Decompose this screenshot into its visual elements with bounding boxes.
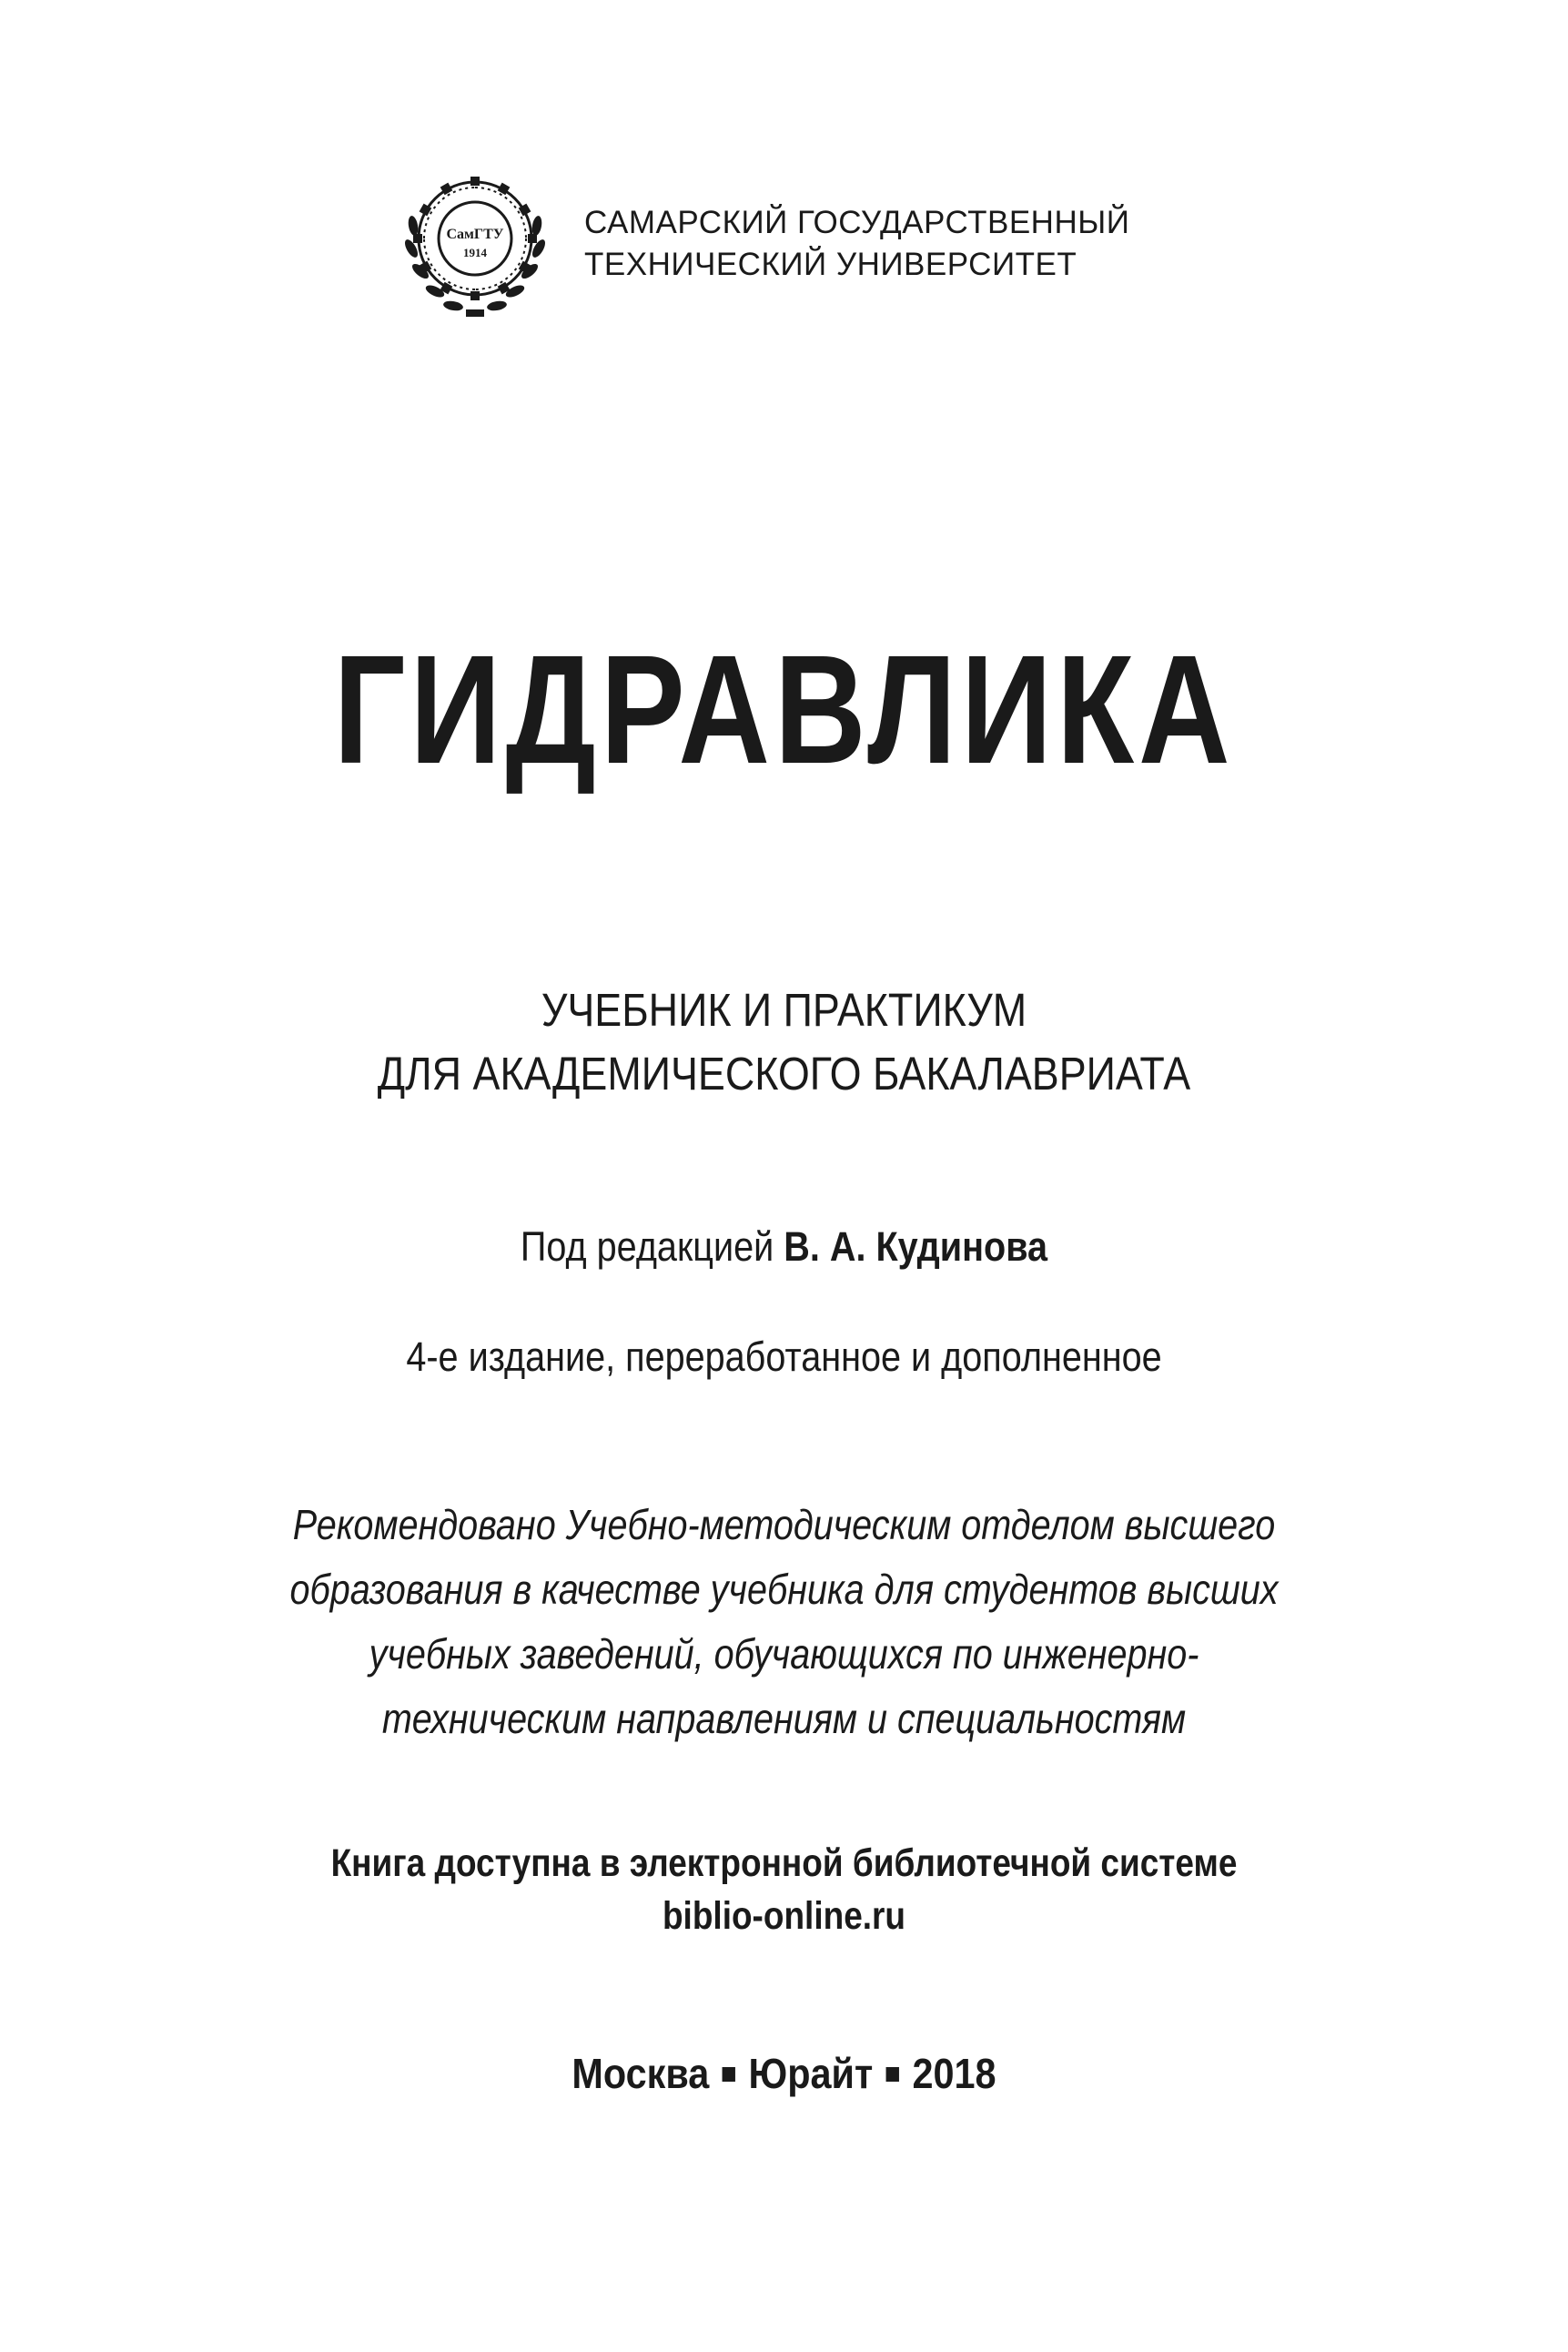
recommendation-text (110, 1493, 1459, 1751)
edition-line: 4-е издание, переработанное и дополненное (406, 1333, 1162, 1380)
editor-prefix: Под редакцией (520, 1223, 774, 1270)
university-name-line1: САМАРСКИЙ ГОСУДАРСТВЕННЫЙ (584, 205, 1130, 240)
separator-square-icon (886, 2067, 899, 2082)
recommendation-line3: учебных заведений, обучающихся по инженерно- (369, 1630, 1199, 1678)
recommendation-line2: образования в качестве учебника для студентов высших (289, 1566, 1279, 1613)
book-title: ГИДРАВЛИКА (333, 623, 1235, 796)
subtitle-line1: УЧЕБНИК И ПРАКТИКУМ (541, 984, 1027, 1036)
separator-square-icon (723, 2067, 735, 2082)
editor-line (94, 1222, 1473, 1272)
editor-name: В. А. Кудинова (784, 1223, 1048, 1270)
seal-abbreviation: СамГТУ (446, 227, 504, 242)
imprint-city: Москва (572, 2050, 710, 2097)
subtitle-line2: ДЛЯ АКАДЕМИЧЕСКОГО БАКАЛАВРИАТА (377, 1048, 1191, 1100)
imprint (78, 2048, 1490, 2099)
ebs-line1: Книга доступна в электронной библиотечной системе (330, 1841, 1238, 1885)
recommendation-line1: Рекомендовано Учебно-методическим отделом высшего (292, 1501, 1276, 1548)
imprint-year: 2018 (912, 2050, 996, 2097)
ebs-url: biblio-online.ru (662, 1894, 906, 1938)
imprint-publisher: Юрайт (748, 2050, 874, 2097)
recommendation-line4: техническим направлениям и специальностям (381, 1695, 1187, 1742)
university-name-line2: ТЕХНИЧЕСКИЙ УНИВЕРСИТЕТ (584, 247, 1077, 282)
seal-year: 1914 (463, 246, 487, 259)
university-header (393, 162, 1129, 326)
university-seal-logo (393, 162, 557, 326)
ebs-notice (110, 1837, 1459, 1942)
book-subtitle (94, 978, 1473, 1106)
university-name (584, 202, 1129, 286)
